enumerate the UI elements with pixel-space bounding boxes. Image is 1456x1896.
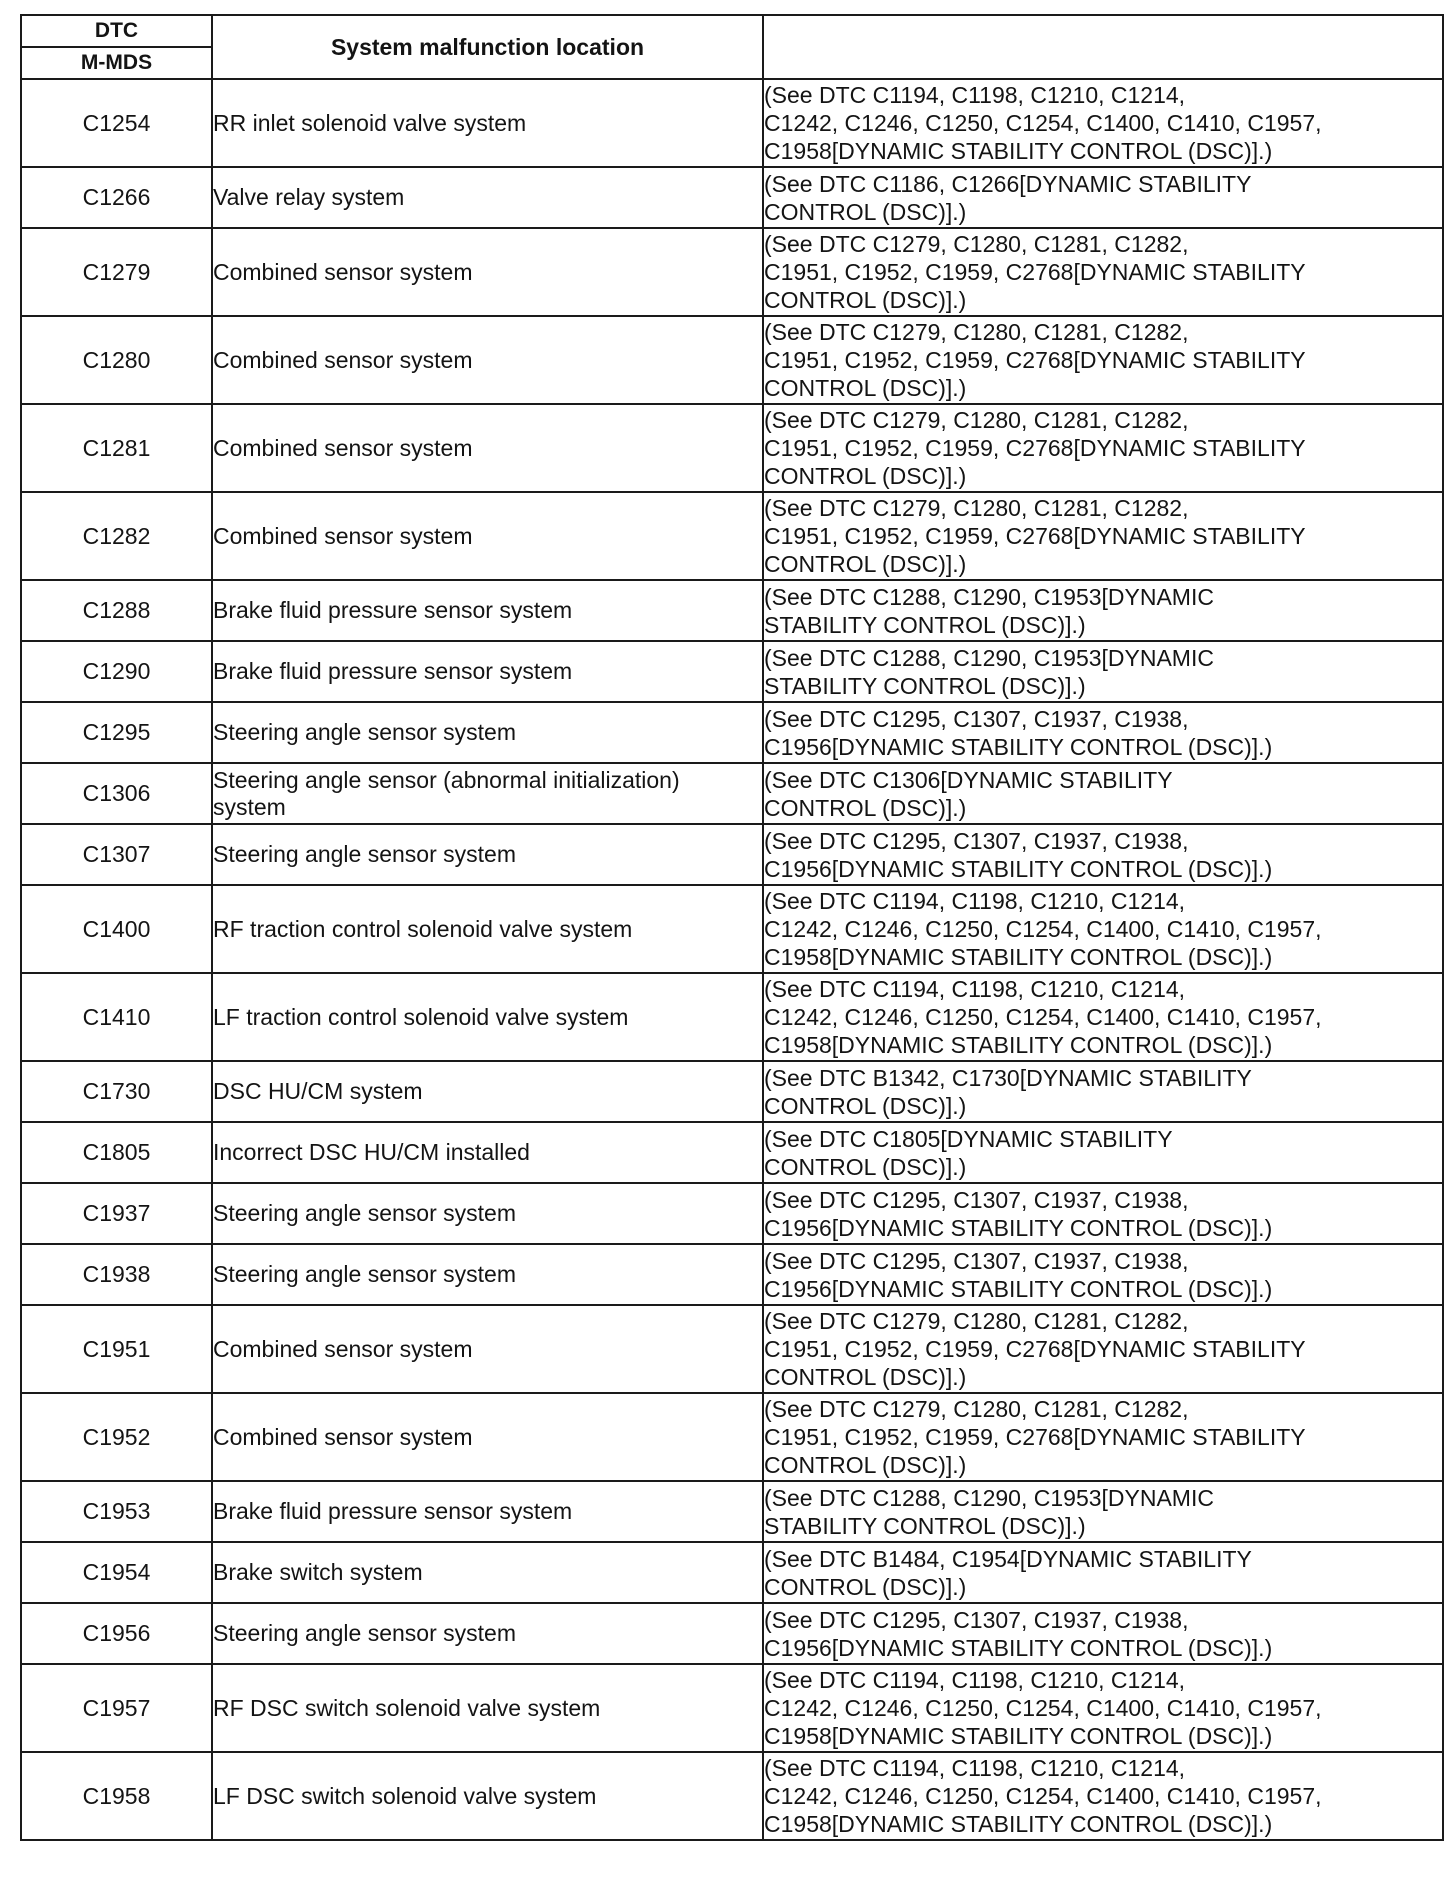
table-row (21, 702, 1443, 763)
malfunction-location-cell: Combined sensor system (212, 228, 763, 316)
reference-cell: (See DTC C1288, C1290, C1953[DYNAMIC STABILITY CONTROL (DSC)].) (763, 580, 1443, 641)
malfunction-location-cell: RF traction control solenoid valve system (212, 885, 763, 973)
header-mmds: M-MDS (21, 47, 212, 79)
reference-cell: (See DTC C1194, C1198, C1210, C1214, C1242, C1246, C1250, C1254, C1400, C1410, C1957, C1958[DYNAMIC STABILITY CONTROL (DSC)].) (763, 1752, 1443, 1840)
reference-cell: (See DTC C1279, C1280, C1281, C1282, C1951, C1952, C1959, C2768[DYNAMIC STABILITY CONTROL (DSC)].) (763, 316, 1443, 404)
table-row (21, 641, 1443, 702)
header-reference-blank (763, 15, 1443, 79)
reference-cell: (See DTC C1295, C1307, C1937, C1938, C1956[DYNAMIC STABILITY CONTROL (DSC)].) (763, 1603, 1443, 1664)
malfunction-location-cell: Combined sensor system (212, 1305, 763, 1393)
dtc-code-cell: C1254 (21, 79, 212, 167)
header-dtc: DTC (21, 15, 212, 47)
reference-cell: (See DTC C1279, C1280, C1281, C1282, C1951, C1952, C1959, C2768[DYNAMIC STABILITY CONTROL (DSC)].) (763, 228, 1443, 316)
table-row (21, 1752, 1443, 1840)
malfunction-location-cell: Combined sensor system (212, 492, 763, 580)
reference-cell: (See DTC C1288, C1290, C1953[DYNAMIC STABILITY CONTROL (DSC)].) (763, 1481, 1443, 1542)
reference-cell: (See DTC C1194, C1198, C1210, C1214, C1242, C1246, C1250, C1254, C1400, C1410, C1957, C1958[DYNAMIC STABILITY CONTROL (DSC)].) (763, 1664, 1443, 1752)
table-row (21, 1542, 1443, 1603)
dtc-table (20, 14, 1444, 1841)
malfunction-location-cell: Valve relay system (212, 167, 763, 228)
malfunction-location-cell: Steering angle sensor system (212, 1603, 763, 1664)
malfunction-location-cell: Steering angle sensor system (212, 1183, 763, 1244)
malfunction-location-cell: Brake fluid pressure sensor system (212, 580, 763, 641)
header-location: System malfunction location (212, 15, 763, 79)
table-row (21, 79, 1443, 167)
reference-cell: (See DTC C1295, C1307, C1937, C1938, C1956[DYNAMIC STABILITY CONTROL (DSC)].) (763, 1183, 1443, 1244)
reference-cell: (See DTC C1295, C1307, C1937, C1938, C1956[DYNAMIC STABILITY CONTROL (DSC)].) (763, 1244, 1443, 1305)
table-row (21, 1122, 1443, 1183)
malfunction-location-cell: Brake fluid pressure sensor system (212, 1481, 763, 1542)
reference-cell: (See DTC B1342, C1730[DYNAMIC STABILITY CONTROL (DSC)].) (763, 1061, 1443, 1122)
dtc-code-cell: C1266 (21, 167, 212, 228)
reference-cell: (See DTC C1194, C1198, C1210, C1214, C1242, C1246, C1250, C1254, C1400, C1410, C1957, C1958[DYNAMIC STABILITY CONTROL (DSC)].) (763, 973, 1443, 1061)
reference-cell: (See DTC C1279, C1280, C1281, C1282, C1951, C1952, C1959, C2768[DYNAMIC STABILITY CONTROL (DSC)].) (763, 1305, 1443, 1393)
table-row (21, 1183, 1443, 1244)
malfunction-location-cell: Brake switch system (212, 1542, 763, 1603)
dtc-code-cell: C1307 (21, 824, 212, 885)
table-row (21, 885, 1443, 973)
malfunction-location-cell: Steering angle sensor system (212, 1244, 763, 1305)
reference-cell: (See DTC C1279, C1280, C1281, C1282, C1951, C1952, C1959, C2768[DYNAMIC STABILITY CONTROL (DSC)].) (763, 1393, 1443, 1481)
malfunction-location-cell: DSC HU/CM system (212, 1061, 763, 1122)
dtc-code-cell: C1279 (21, 228, 212, 316)
dtc-code-cell: C1952 (21, 1393, 212, 1481)
table-row (21, 973, 1443, 1061)
dtc-code-cell: C1288 (21, 580, 212, 641)
reference-cell: (See DTC C1295, C1307, C1937, C1938, C1956[DYNAMIC STABILITY CONTROL (DSC)].) (763, 824, 1443, 885)
dtc-code-cell: C1951 (21, 1305, 212, 1393)
malfunction-location-cell: Steering angle sensor (abnormal initialization) system (212, 763, 763, 824)
malfunction-location-cell: Steering angle sensor system (212, 702, 763, 763)
malfunction-location-cell: Combined sensor system (212, 316, 763, 404)
dtc-code-cell: C1280 (21, 316, 212, 404)
dtc-code-cell: C1938 (21, 1244, 212, 1305)
table-row (21, 1061, 1443, 1122)
dtc-code-cell: C1281 (21, 404, 212, 492)
dtc-code-cell: C1410 (21, 973, 212, 1061)
dtc-code-cell: C1956 (21, 1603, 212, 1664)
table-body (21, 79, 1443, 1840)
table-row (21, 228, 1443, 316)
table-row (21, 580, 1443, 641)
table-row (21, 167, 1443, 228)
table-row (21, 1393, 1443, 1481)
malfunction-location-cell: Brake fluid pressure sensor system (212, 641, 763, 702)
dtc-code-cell: C1957 (21, 1664, 212, 1752)
dtc-code-cell: C1282 (21, 492, 212, 580)
dtc-code-cell: C1295 (21, 702, 212, 763)
reference-cell: (See DTC C1194, C1198, C1210, C1214, C1242, C1246, C1250, C1254, C1400, C1410, C1957, C1958[DYNAMIC STABILITY CONTROL (DSC)].) (763, 79, 1443, 167)
malfunction-location-cell: LF DSC switch solenoid valve system (212, 1752, 763, 1840)
dtc-code-cell: C1958 (21, 1752, 212, 1840)
dtc-code-cell: C1937 (21, 1183, 212, 1244)
dtc-code-cell: C1730 (21, 1061, 212, 1122)
dtc-code-cell: C1953 (21, 1481, 212, 1542)
reference-cell: (See DTC C1194, C1198, C1210, C1214, C1242, C1246, C1250, C1254, C1400, C1410, C1957, C1958[DYNAMIC STABILITY CONTROL (DSC)].) (763, 885, 1443, 973)
malfunction-location-cell: Incorrect DSC HU/CM installed (212, 1122, 763, 1183)
table-row (21, 492, 1443, 580)
reference-cell: (See DTC C1279, C1280, C1281, C1282, C1951, C1952, C1959, C2768[DYNAMIC STABILITY CONTROL (DSC)].) (763, 492, 1443, 580)
table-row (21, 763, 1443, 824)
dtc-code-cell: C1954 (21, 1542, 212, 1603)
reference-cell: (See DTC C1288, C1290, C1953[DYNAMIC STABILITY CONTROL (DSC)].) (763, 641, 1443, 702)
reference-cell: (See DTC C1279, C1280, C1281, C1282, C1951, C1952, C1959, C2768[DYNAMIC STABILITY CONTROL (DSC)].) (763, 404, 1443, 492)
table-row (21, 1244, 1443, 1305)
dtc-code-cell: C1400 (21, 885, 212, 973)
table-row (21, 1305, 1443, 1393)
table-row (21, 824, 1443, 885)
table-row (21, 1603, 1443, 1664)
reference-cell: (See DTC B1484, C1954[DYNAMIC STABILITY CONTROL (DSC)].) (763, 1542, 1443, 1603)
dtc-code-cell: C1290 (21, 641, 212, 702)
malfunction-location-cell: Combined sensor system (212, 404, 763, 492)
reference-cell: (See DTC C1295, C1307, C1937, C1938, C1956[DYNAMIC STABILITY CONTROL (DSC)].) (763, 702, 1443, 763)
table-row (21, 1481, 1443, 1542)
dtc-code-cell: C1306 (21, 763, 212, 824)
table-row (21, 1664, 1443, 1752)
malfunction-location-cell: LF traction control solenoid valve system (212, 973, 763, 1061)
table-row (21, 404, 1443, 492)
malfunction-location-cell: Combined sensor system (212, 1393, 763, 1481)
dtc-code-cell: C1805 (21, 1122, 212, 1183)
reference-cell: (See DTC C1805[DYNAMIC STABILITY CONTROL (DSC)].) (763, 1122, 1443, 1183)
reference-cell: (See DTC C1306[DYNAMIC STABILITY CONTROL (DSC)].) (763, 763, 1443, 824)
malfunction-location-cell: RR inlet solenoid valve system (212, 79, 763, 167)
malfunction-location-cell: Steering angle sensor system (212, 824, 763, 885)
malfunction-location-cell: RF DSC switch solenoid valve system (212, 1664, 763, 1752)
table-row (21, 316, 1443, 404)
reference-cell: (See DTC C1186, C1266[DYNAMIC STABILITY CONTROL (DSC)].) (763, 167, 1443, 228)
